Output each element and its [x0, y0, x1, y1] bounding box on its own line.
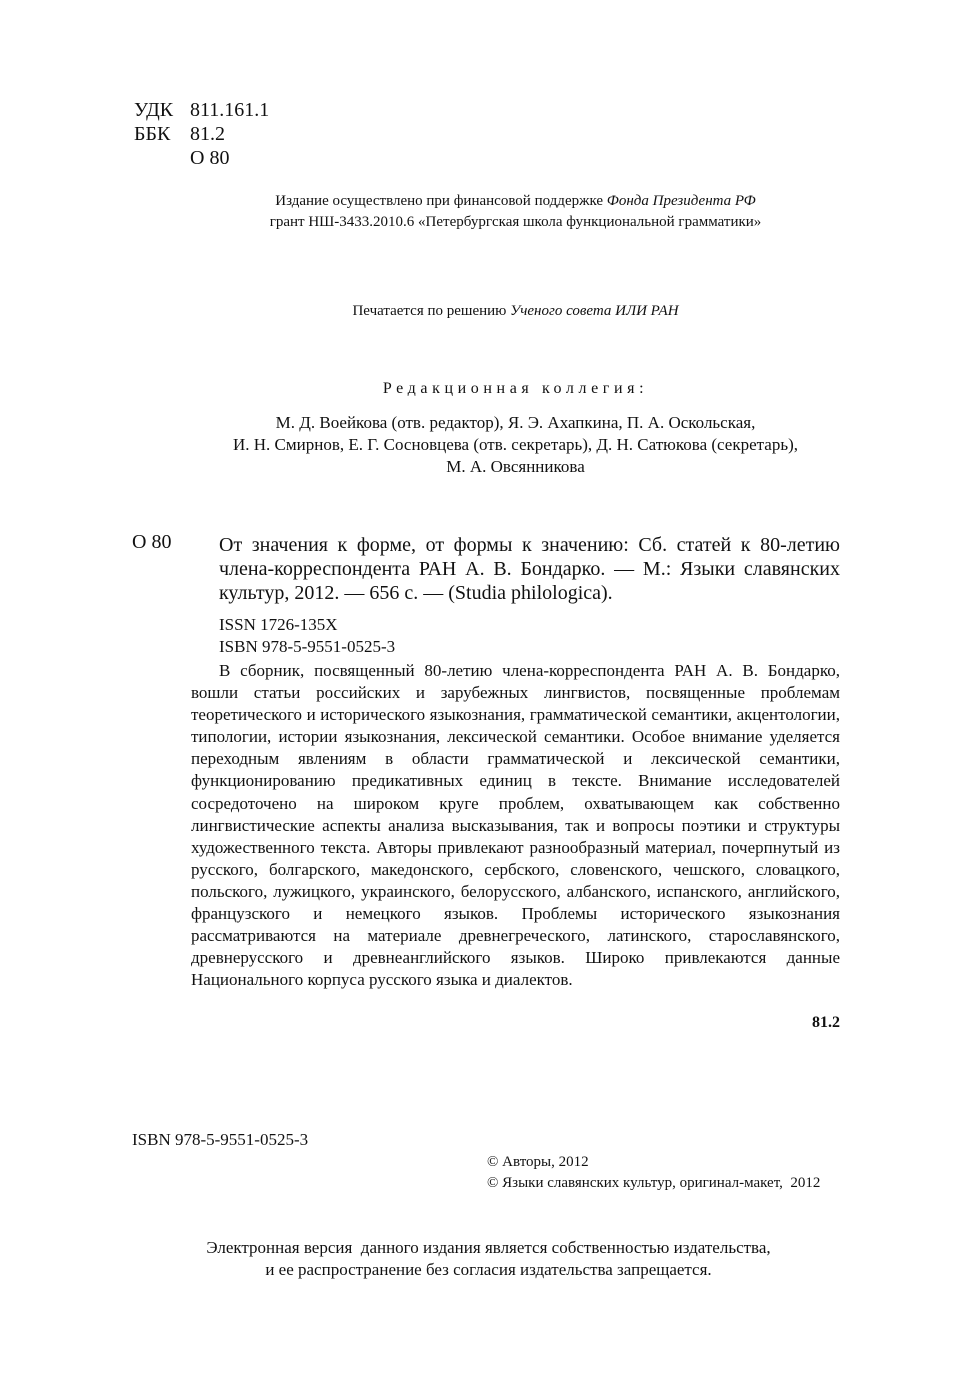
catalog-code: О 80	[132, 531, 172, 553]
funding-note	[0, 191, 969, 233]
udk-row	[134, 98, 269, 122]
udk-label: УДК	[134, 99, 174, 121]
copyright-block	[487, 1152, 820, 1194]
copyright-authors: © Авторы, 2012	[487, 1154, 589, 1170]
approval-note	[0, 301, 969, 322]
electronic-line-2: и ее распространение без согласия издательства запрещается.	[265, 1260, 712, 1279]
bbk-label: ББК	[134, 123, 171, 145]
board-line-1: М. Д. Воейкова (отв. редактор), Я. Э. Ахапкина, П. А. Оскольская,	[275, 413, 756, 432]
annotation: В сборник, посвященный 80-летию члена-корреспондента РАН А. В. Бондарко, вошли статьи российских и зарубежных лингвистов, посвященные проблемам теоретического и исторического языкознания, грамматической семантики, акцентологии, типологии, истории языкознания, лексической семантики. Особое внимание уделяется переходным явлениям в области грамматической и лексической семантики, функционированию предикативных единиц в тексте. Внимание исследователей сосредоточено на широком круге проблем, охватывающем как собственно лингвистические аспекты анализа высказывания, так и вопросы поэтики и структуры художественного текста. Авторы привлекают разнообразный материал, почерпнутый из русского, болгарского, македонского, сербского, словенского, чешского, словацкого, польского, лужицкого, украинского, белорусского, албанского, испанского, английского, французского и немецкого языков. Проблемы исторического языкознания рассматриваются на материале древнегреческого, латинского, старославянского, древнерусского и древнеанглийского языков. Широко привлекаются данные Национального корпуса русского языка и диалектов.	[191, 661, 840, 990]
udk-value: 811.161.1	[190, 99, 270, 121]
approval-text: Печатается по решению	[352, 303, 511, 319]
electronic-line-1: Электронная версия данного издания является собственностью издательства,	[206, 1238, 771, 1257]
bibliographic-entry: От значения к форме, от формы к значению: Сб. статей к 80-летию члена-корреспондента РАН А. В. Бондарко. — М.: Языки славянских культур, 2012. — 656 с. — (Studia philologica).	[219, 534, 840, 604]
bbk-row	[134, 122, 269, 146]
funding-line-1	[62, 191, 969, 212]
bbk-value: 81.2	[190, 123, 225, 145]
isbn: ISBN 978-5-9551-0525-3	[219, 637, 396, 656]
funding-fund-name: Фонда Президента РФ	[606, 193, 756, 209]
classification-block	[134, 98, 269, 170]
author-mark: О 80	[190, 147, 230, 169]
electronic-version-notice	[0, 1237, 969, 1281]
copyright-publisher: © Языки славянских культур, оригинал-макет, 2012	[487, 1175, 821, 1191]
bbk-code-bold: 81.2	[812, 1014, 840, 1031]
footer-isbn: ISBN 978-5-9551-0525-3	[132, 1130, 309, 1149]
approval-council: Ученого совета ИЛИ РАН	[510, 303, 679, 319]
editorial-board-members	[0, 412, 969, 478]
funding-line-2: грант НШ-3433.2010.6 «Петербургская школа функциональной грамматики»	[269, 214, 762, 230]
funding-text: Издание осуществлено при финансовой поддержке	[275, 193, 607, 209]
issn: ISSN 1726-135X	[219, 615, 338, 634]
editorial-board-title: Редакционная коллегия:	[382, 380, 649, 397]
identifiers	[219, 614, 395, 658]
board-line-3: М. А. Овсянникова	[446, 457, 585, 476]
author-mark-row	[134, 146, 269, 170]
board-line-2: И. Н. Смирнов, Е. Г. Сосновцева (отв. секретарь), Д. Н. Сатюкова (секретарь),	[233, 435, 798, 454]
